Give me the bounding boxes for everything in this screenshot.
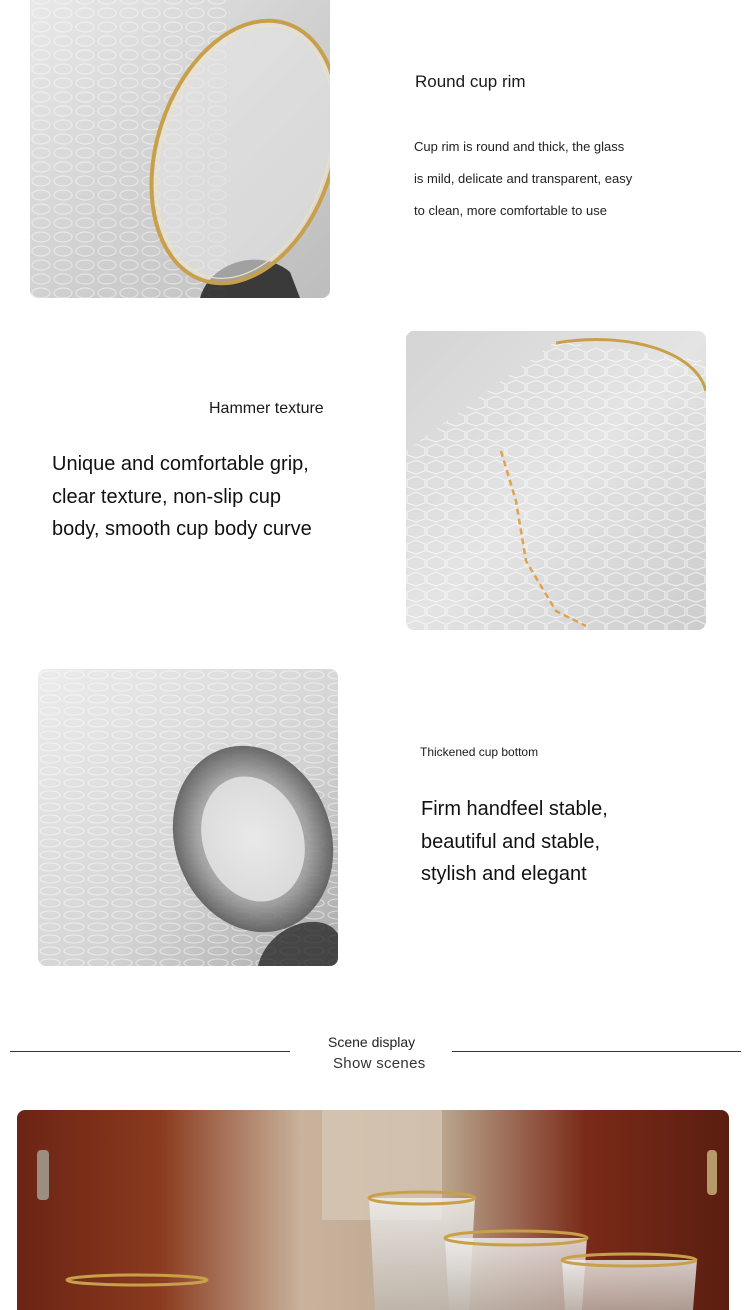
scene-photo (17, 1110, 729, 1310)
section-title-texture: Hammer texture (209, 400, 324, 417)
section-desc-line: stylish and elegant (421, 863, 587, 885)
glass-rim-photo (30, 0, 330, 298)
section-title-bottom: Thickened cup bottom (420, 745, 539, 759)
scene-title: Scene display (328, 1034, 416, 1050)
divider-line-left (10, 1051, 290, 1052)
hammer-texture-photo (406, 331, 706, 630)
section-desc-line: clear texture, non-slip cup (52, 486, 282, 508)
cup-bottom-photo (38, 669, 338, 966)
section-desc-line: to clean, more comfortable to use (414, 203, 607, 218)
scene-subtitle: Show scenes (333, 1055, 426, 1072)
section-title-rim: Round cup rim (415, 72, 526, 91)
section-desc-line: Firm handfeel stable, (421, 798, 608, 820)
section-desc-line: body, smooth cup body curve (52, 518, 312, 540)
divider-line-right (452, 1051, 741, 1052)
section-desc-line: Unique and comfortable grip, (52, 453, 309, 475)
section-desc-line: beautiful and stable, (421, 831, 601, 853)
section-desc-line: is mild, delicate and transparent, easy (414, 171, 633, 186)
section-desc-line: Cup rim is round and thick, the glass (414, 139, 625, 154)
